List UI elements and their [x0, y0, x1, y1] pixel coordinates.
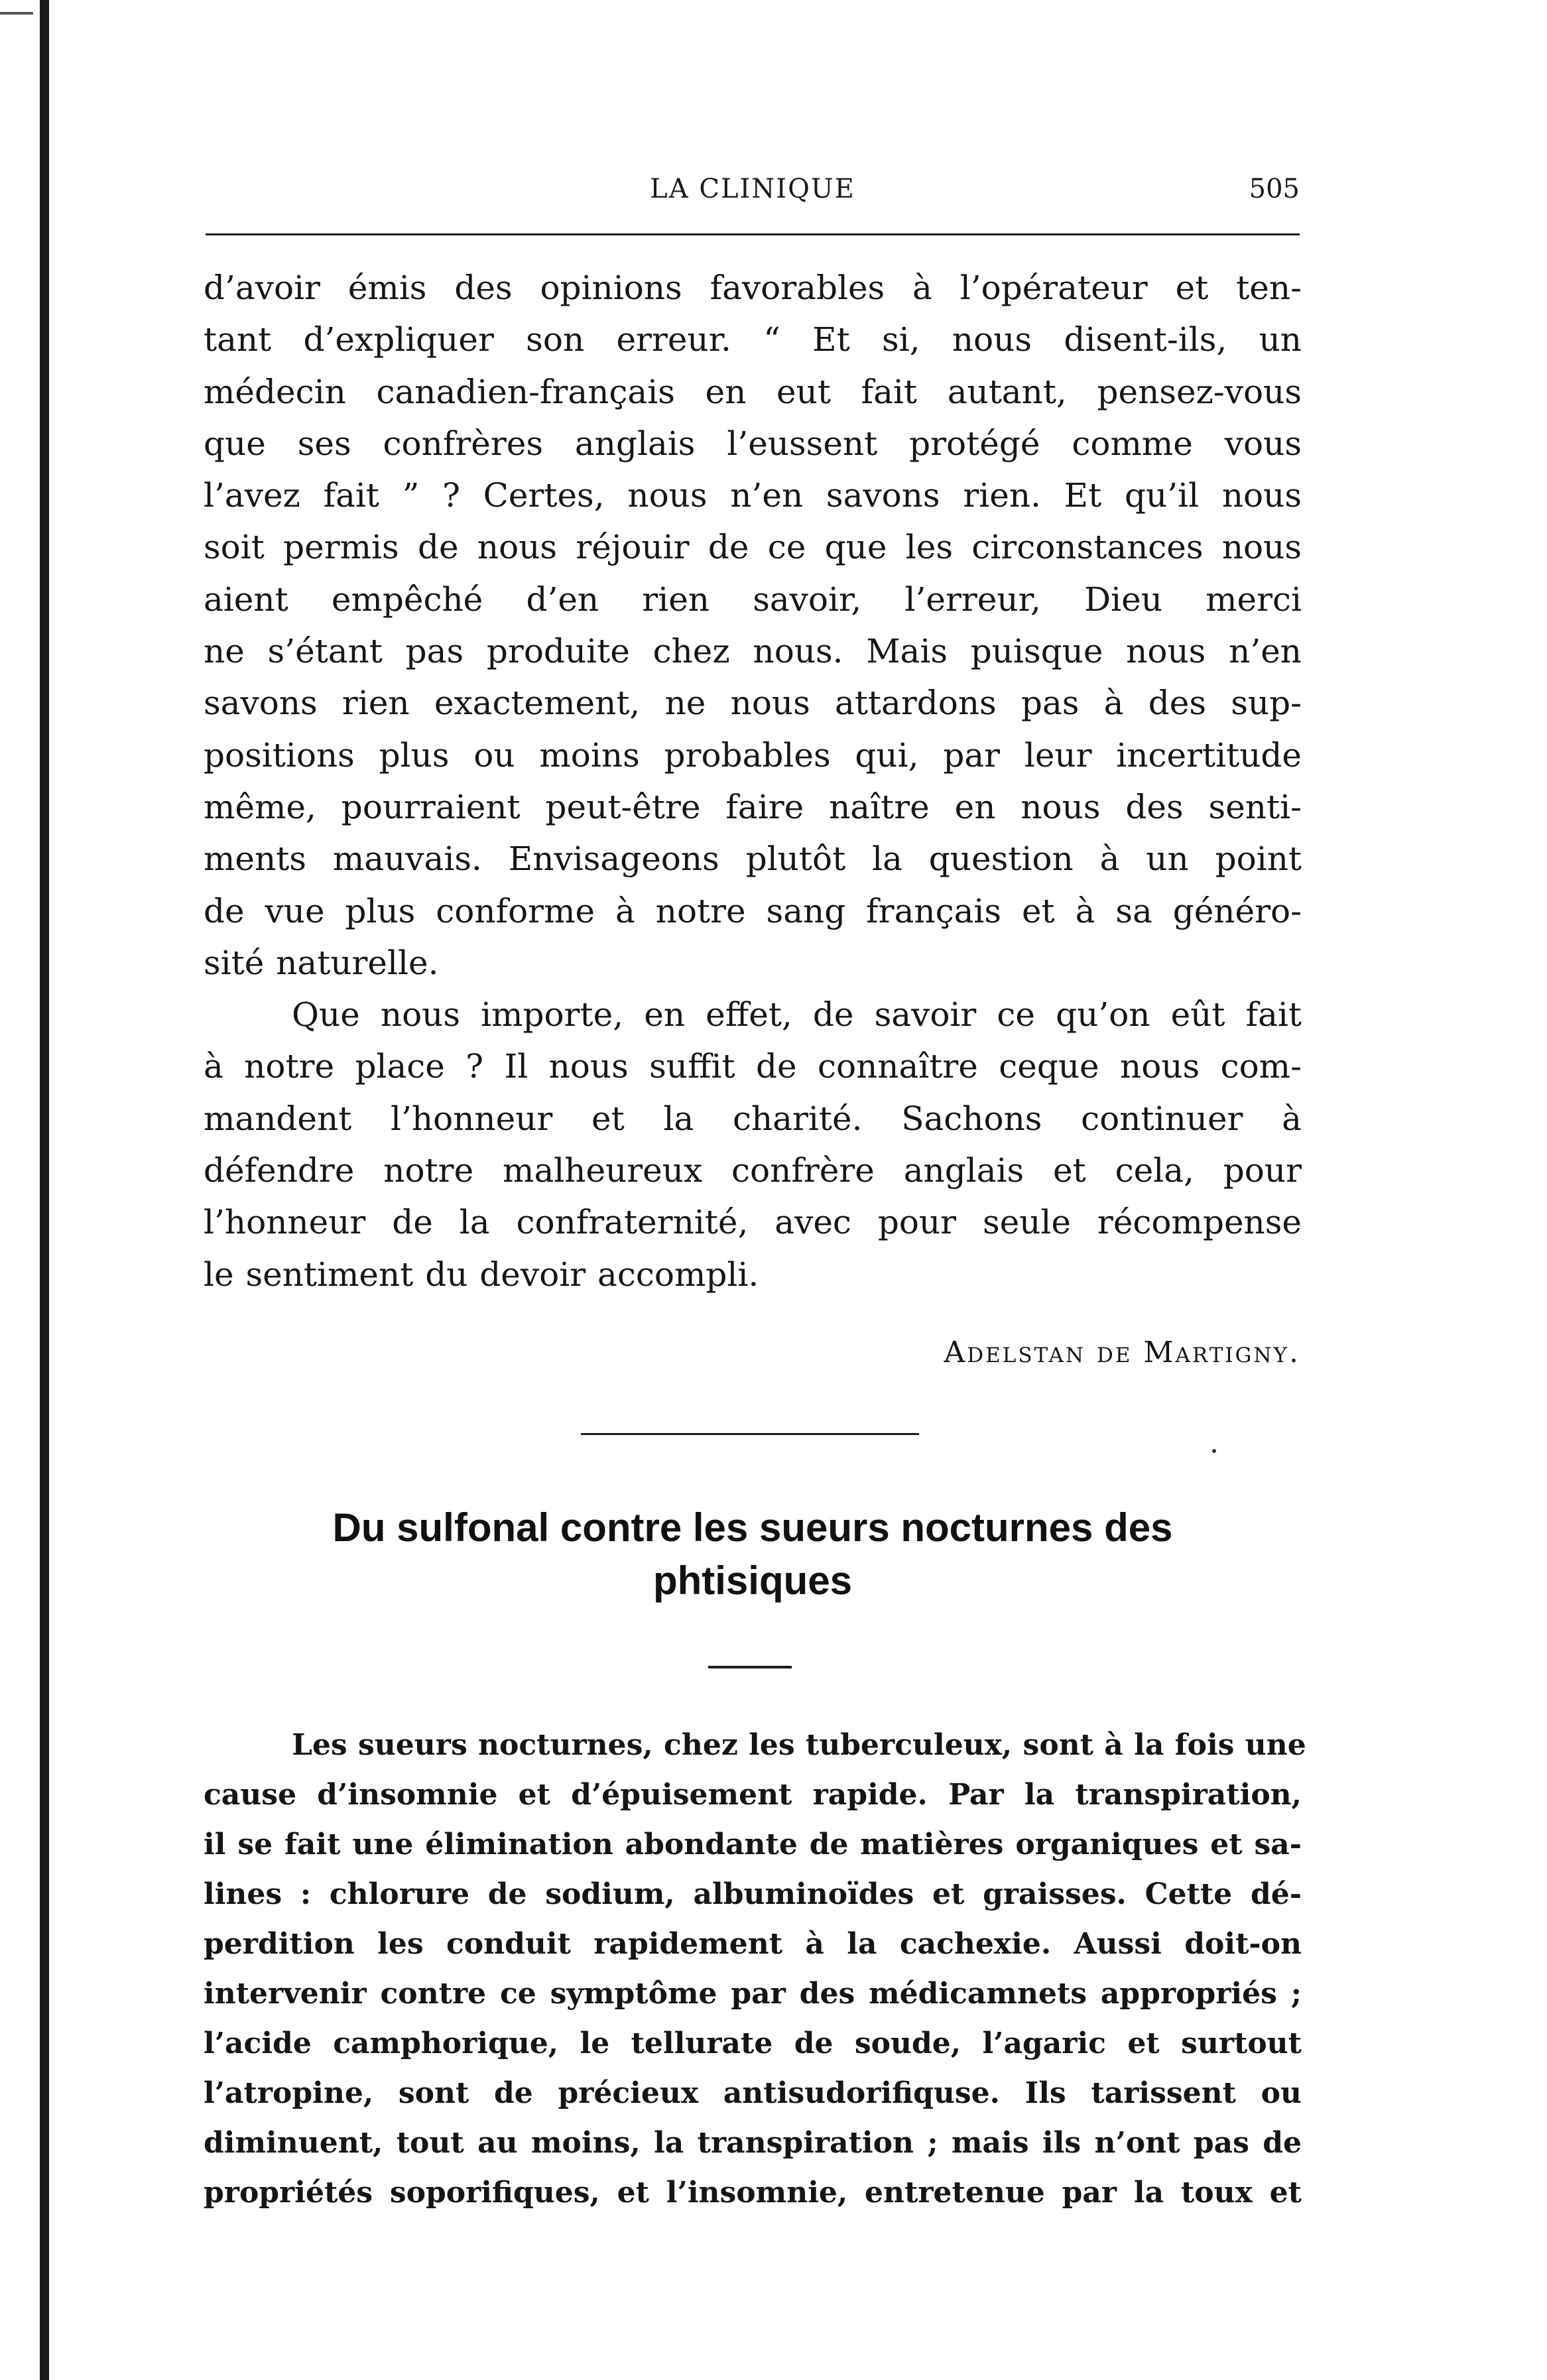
page-binding-edge	[40, 0, 49, 2380]
title-line: Du sulfonal contre les sueurs nocturnes des	[332, 1505, 1173, 1550]
article-title	[204, 1501, 1302, 1607]
section-separator-rule	[581, 1433, 919, 1435]
text-line: tant d’expliquer son erreur. “ Et si, nous disent-ils, un	[204, 320, 1302, 359]
text-line: positions plus ou moins probables qui, par leur incertitude	[204, 735, 1302, 775]
text-line: l’acide camphorique, le tellurate de soude, l’agaric et surtout	[204, 2027, 1302, 2060]
first-article-body	[204, 262, 1302, 1300]
text-line: l’avez fait ” ? Certes, nous n’en savons rien. Et qu’il nous	[204, 476, 1302, 515]
text-line: il se fait une élimination abondante de matières organiques et sa-	[204, 1828, 1302, 1861]
text-line: Que nous importe, en effet, de savoir ce qu’on eût fait	[292, 995, 1302, 1034]
page-number: 505	[1249, 174, 1300, 204]
header-rule	[206, 233, 1300, 235]
text-line: l’atropine, sont de précieux antisudorifiquse. Ils tarissent ou	[204, 2076, 1302, 2110]
page-header	[206, 174, 1300, 210]
text-line: intervenir contre ce symptôme par des médicamnets appropriés ;	[204, 1977, 1302, 2011]
text-line: cause d’insomnie et d’épuisement rapide. Par la transpiration,	[204, 1778, 1302, 1812]
text-line: médecin canadien-français en eut fait autant, pensez-vous	[204, 372, 1302, 411]
author-signature: Adelstan de Martigny.	[944, 1336, 1300, 1369]
paragraph	[204, 989, 1302, 1300]
text-line: propriétés soporifiques, et l’insomnie, entretenue par la toux et	[204, 2176, 1302, 2210]
text-line: sité naturelle.	[204, 943, 439, 982]
text-line: de vue plus conforme à notre sang français et à sa généro-	[204, 891, 1302, 930]
title-underline-rule	[708, 1666, 792, 1668]
text-line: diminuent, tout au moins, la transpiration ; mais ils n’ont pas de	[204, 2126, 1302, 2160]
text-line: défendre notre malheureux confrère anglais et cela, pour	[204, 1151, 1302, 1190]
text-line: le sentiment du devoir accompli.	[204, 1255, 759, 1294]
print-speck	[1212, 1449, 1216, 1453]
text-line: même, pourraient peut-être faire naître en nous des senti-	[204, 787, 1302, 826]
paragraph	[204, 262, 1302, 989]
text-line: mandent l’honneur et la charité. Sachons continuer à	[204, 1099, 1302, 1138]
text-line: à notre place ? Il nous suffit de connaître ceque nous com-	[204, 1047, 1302, 1086]
text-line: savons rien exactement, ne nous attardons pas à des sup-	[204, 684, 1302, 723]
text-line: aient empêché d’en rien savoir, l’erreur, Dieu merci	[204, 580, 1302, 619]
text-line: ne s’étant pas produite chez nous. Mais puisque nous n’en	[204, 632, 1302, 671]
text-line: l’honneur de la confraternité, avec pour seule récompense	[204, 1203, 1302, 1242]
text-line: ments mauvais. Envisageons plutôt la question à un point	[204, 840, 1302, 879]
text-line: perdition les conduit rapidement à la cachexie. Aussi doit-on	[204, 1927, 1302, 1961]
text-line: soit permis de nous réjouir de ce que les circonstances nous	[204, 528, 1302, 567]
running-title: LA CLINIQUE	[650, 174, 855, 204]
text-line: lines : chlorure de sodium, albuminoïdes et graisses. Cette dé-	[204, 1877, 1302, 1911]
scan-mark	[0, 12, 33, 15]
second-article-body	[204, 1720, 1306, 2218]
text-line: d’avoir émis des opinions favorables à l’opérateur et ten-	[204, 269, 1302, 307]
text-line: que ses confrères anglais l’eussent protégé comme vous	[204, 424, 1302, 463]
title-line: phtisiques	[652, 1558, 853, 1603]
text-line: Les sueurs nocturnes, chez les tuberculeux, sont à la fois une	[292, 1728, 1306, 1762]
